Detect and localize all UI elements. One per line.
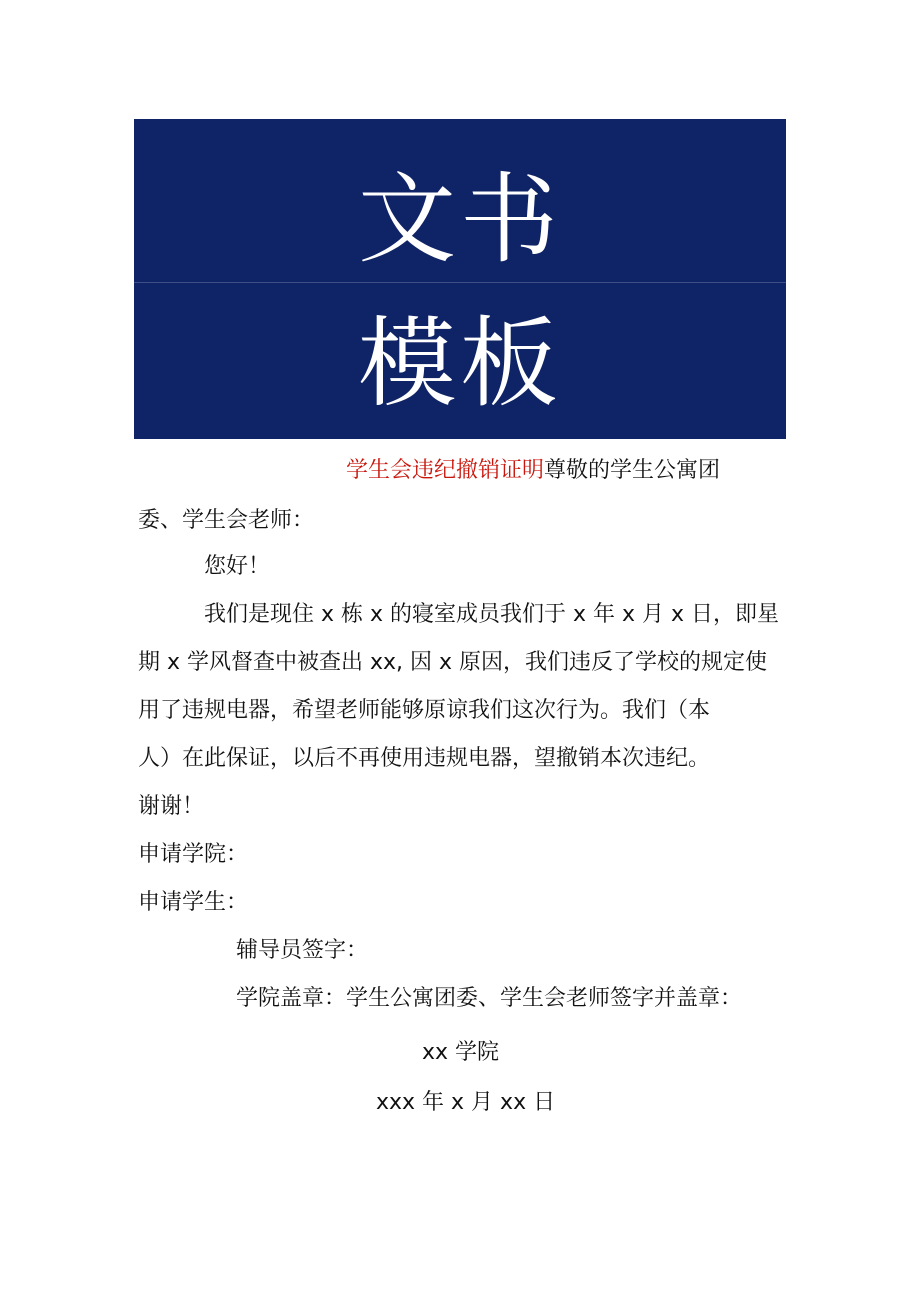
body-line-4: 人）在此保证，以后不再使用违规电器，望撤销本次违纪。 (138, 746, 711, 771)
apply-student: 申请学生： (138, 890, 249, 915)
body-line-1: 我们是现住 x 栋 x 的寝室成员我们于 x 年 x 月 x 日，即星 (204, 602, 780, 627)
cover-divider (134, 282, 786, 283)
cover-banner (134, 119, 786, 439)
letter-heading (346, 456, 720, 486)
greeting: 您好！ (204, 554, 271, 579)
letter-title: 学生会违纪撤销证明 (346, 458, 545, 483)
salutation-end: 委、学生会老师： (138, 508, 315, 533)
college-name: xx 学院 (422, 1040, 500, 1065)
body-line-2: 期 x 学风督查中被查出 xx, 因 x 原因，我们违反了学校的规定使 (138, 650, 768, 675)
thanks: 谢谢！ (138, 794, 205, 819)
body-line-3: 用了违规电器，希望老师能够原谅我们这次行为。我们（本 (138, 698, 711, 723)
salutation-start: 尊敬的学生公寓团 (544, 458, 721, 483)
counselor-signature: 辅导员签字： (236, 938, 369, 963)
cover-title-line2: 模板 (357, 307, 562, 421)
cover-title-line1: 文书 (357, 163, 562, 277)
college-seal: 学院盖章：学生公寓团委、学生会老师签字并盖章： (236, 986, 743, 1011)
date: xxx 年 x 月 xx 日 (376, 1090, 556, 1115)
apply-college: 申请学院： (138, 842, 249, 867)
